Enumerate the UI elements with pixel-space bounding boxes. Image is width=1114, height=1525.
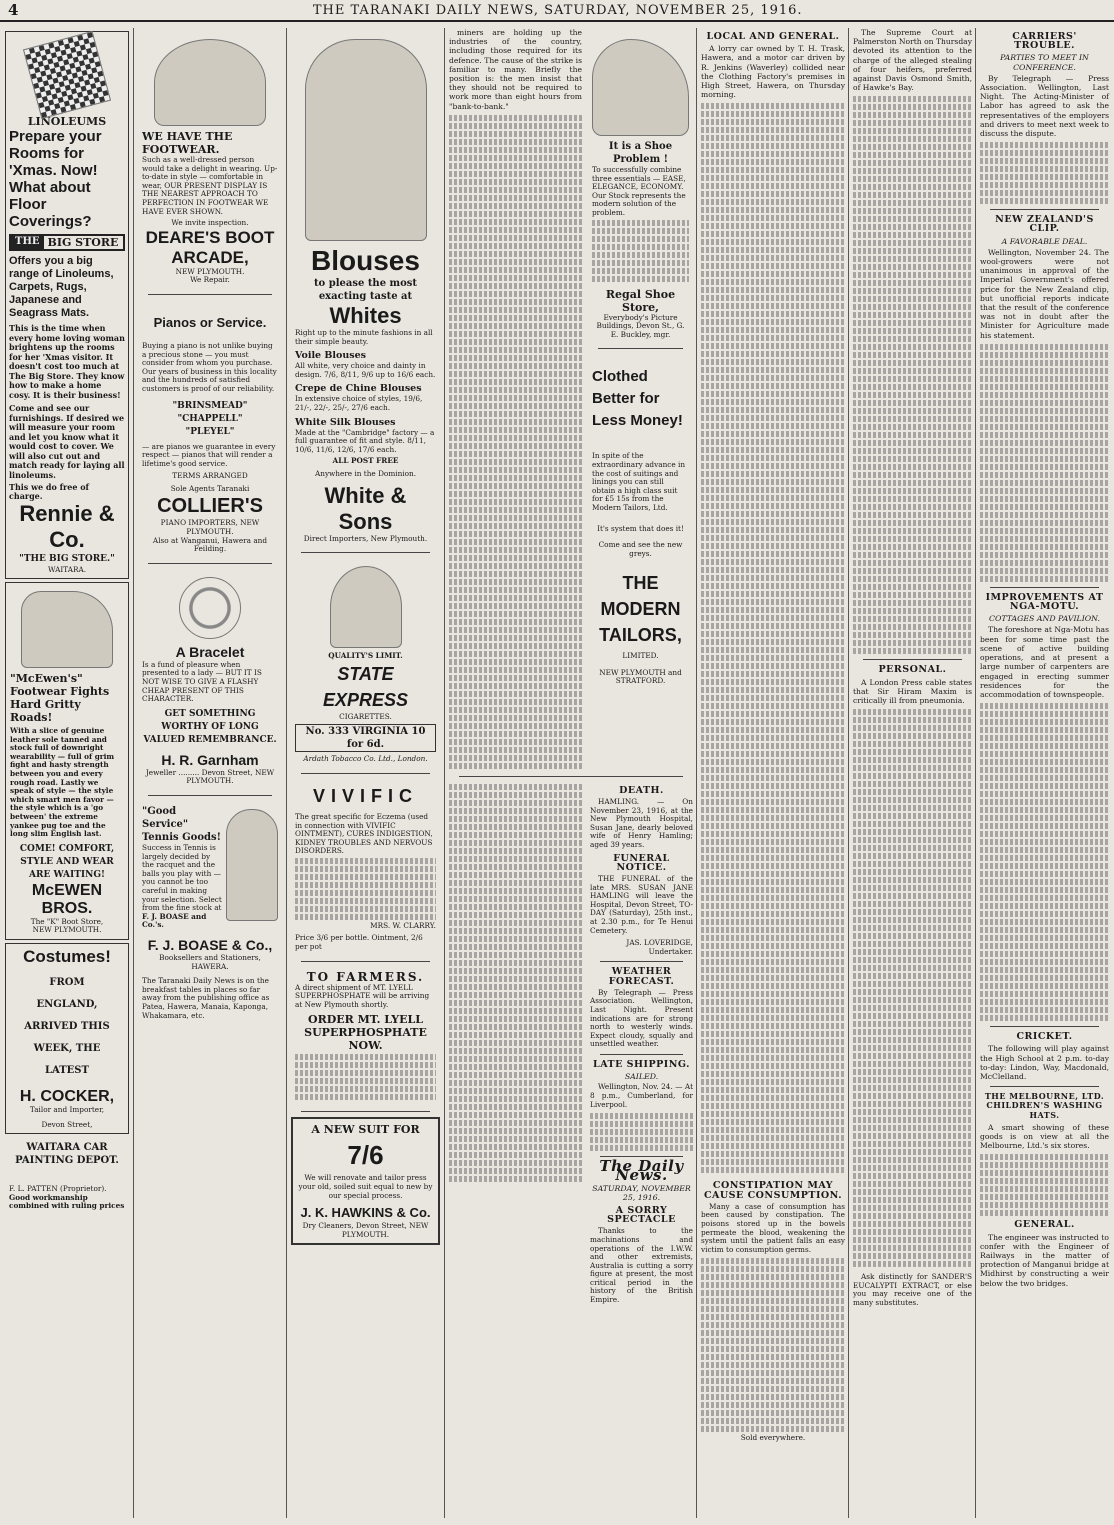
carriers-subheading: PARTIES TO MEET IN CONFERENCE. [1000,53,1089,72]
big-store-label: BIG STORE [47,236,119,249]
column-rule [286,28,287,1518]
date-line: SATURDAY, NOVEMBER 25, 1916. [592,1183,691,1202]
daily-news-heading: The Daily News. [599,1157,684,1185]
cocker-street: Devon Street, [41,1119,93,1129]
column-6 [850,28,975,1523]
suit-body: We will renovate and tailor press your old, soiled suit equal to new by our special process. [298,1173,433,1200]
crepe-body: In extensive choice of styles, 19/6, 21/-, 22/-, 25/-, 27/6 each. [295,394,423,412]
silk-body: Made at the "Cambridge" factory — a full guarantee of fit and style. 8/11, 10/6, 11/6, 12/6, 17/6 each. [295,427,435,454]
strike-body-text [449,115,582,769]
vivific-ad [291,779,440,956]
column-rule [696,28,697,1518]
undertaker-text: JAS. LOVERIDGE, Undertaker. [626,938,693,956]
column-4 [446,28,696,1523]
column-1 [2,28,132,1523]
boase-tagline: Booksellers and Stationers, HAWERA. [159,952,261,971]
strike-article [449,28,582,771]
patten-name: F. L. PATTEN (Proprietor). [9,1184,107,1194]
regal-tagline: Everybody's Picture Buildings, Devon St., G. E. Buckley, mgr. [596,312,685,339]
mcewen-ad [5,582,129,940]
column-3 [288,28,443,1523]
regal-name: Regal Shoe Store, [605,287,676,314]
general-heading: GENERAL. [1014,1219,1075,1231]
tennis-player-image [226,809,278,921]
free-text: This we do free of charge. [9,482,89,502]
motu-subheading: COTTAGES AND PAVILION. [989,614,1100,624]
vivific-heading: VIVIFIC [312,785,418,806]
good-work-text: Good workmanship combined with ruling prices [9,1192,125,1211]
time-when-text: This is the time when every home loving woman brightens up the rooms for her 'Xmas visitor. It doesn't cost too much at The Big Store. They know how to make a home cosy. It is their business! [9,323,125,400]
voile-body: All white, very choice and dainty in design. 7/6, 8/11, 9/6 up to 16/6 each. [295,361,436,379]
invite-text: We invite inspection. [171,218,249,228]
rennie-name: Rennie & Co. [19,501,115,553]
clothed-heading: Clothed Better for Less Money! [592,368,683,430]
whites-ad [291,31,440,547]
boase-name: F. J. BOASE & Co., [147,936,273,953]
strike-text: miners are holding up the industries of the country, including those required for its defence. The cause of the strike is familiar to many. Briefly the position is: the men insist that they should not be required to work more than eight hours from "bank-to-bank." [449,28,582,111]
weather-heading: WEATHER FORECAST. [608,966,675,987]
silk-heading: White Silk Blouses [295,416,396,428]
repair-text: We Repair. [190,275,230,285]
cricket-body: The following will play against the High School at 2 p.m. to-day to-day: Lindon, Way, Macdonald, McClelland. [980,1044,1109,1081]
sole-agents: Sole Agents Taranaki [170,483,250,493]
sorry-heading: A SORRY SPECTACLE [607,1204,676,1226]
come-see-greys: Come and see the new greys. [598,540,683,558]
melbourne-detail-text [980,1154,1109,1216]
constipation-body: Many a case of consumption has been caused by constipation. The poisons stored up in the bowels permeate the blood, weakening the system until the patient falls an easy victim to consumption germs. [701,1201,845,1254]
motu-body: The foreshore at Nga-Motu has been for some time past the scene of active building operations, and at present a large number of carpenters are engaged in erecting summer residences for the accommodation of townspeople. [980,625,1109,699]
local-heading: LOCAL AND GENERAL. [706,31,840,42]
quality-text: QUALITY'S LIMIT. [328,651,403,661]
boot-image [21,591,113,668]
linoleum-roll-image [23,31,111,119]
constipation-detail-text [701,1258,845,1432]
farmers-detail-text [295,1054,436,1100]
shoe-image [154,39,266,126]
carriers-detail-text [980,142,1109,204]
mcewen-name: McEWEN BROS. [31,881,103,917]
sanders-text: Ask distinctly for SANDER'S EUCALYPTI EXTRACT, or else you may receive one of the many substitutes. [853,1272,972,1308]
sailed-body: Wellington, Nov. 24. — At 8 p.m., Cumberland, for Liverpool. [590,1082,693,1109]
limited-text: LIMITED. [622,651,659,661]
carriers-heading: CARRIERS' TROUBLE. [1012,31,1077,52]
linoleum-label: LINOLEUMS [27,115,107,128]
clip-subheading: A FAVORABLE DEAL. [1001,236,1088,246]
sorry-body: Thanks to the machinations and operations of the I.W.W. and other extremists, Australia is cutting a sorry figure at present, the most critical period in the history of the British Empire. [590,1226,693,1305]
death-heading: DEATH. [619,784,664,796]
mcewen-tagline: The "K" Boot Store, [30,916,104,926]
deare-name: DEARE'S BOOT ARCADE, [145,227,275,267]
bracelet-body: Is a fund of pleasure when presented to a lady — BUT IT IS NOT WISE TO GIVE A FLASHY CHEAP PRESENT OF THIS CHARACTER. [142,659,262,704]
strike-continued-text [449,784,584,1182]
the-label: THE [11,236,44,249]
pianos-guarantee: — are pianos we guarantee in every respect — pianos that will render a lifetime's good service. [142,441,276,468]
voile-heading: Voile Blouses [295,350,367,362]
white-sons-tagline: Direct Importers, New Plymouth. [303,533,428,543]
cricket-heading: CRICKET. [1016,1031,1073,1043]
constipation-heading: CONSTIPATION MAY CAUSE CONSUMPTION. [703,1180,843,1201]
bracelet-heading: A Bracelet [175,643,245,660]
regal-ad [588,31,693,343]
tennis-body: Success in Tennis is largely decided by the racquet and the balls you play with — you cannot be too careful in making your selection. Select from the fine stock at [142,843,222,913]
shoe-heading: It is a Shoe Problem ! [608,141,673,165]
mcewen-body: With a slice of genuine leather sole tanned and stock full of downright wearability — full of grim fight and hasty strength between you and every rough road. Lastly we speak of style — the style which smart men favor — the style which is a 'go between' the extreme yankee pug toe and the long slim English last. [10,726,115,839]
vivific-body: The great specific for Eczema (used in connection with VIVIFIC OINTMENT), CURES INDIGESTION, KIDNEY TROUBLES AND NERVOUS DISORDERS. [295,811,433,856]
collier-name: COLLIER'S [157,495,263,518]
suit-heading: A NEW SUIT FOR [311,1123,420,1137]
shoe-problem-image [592,39,689,136]
death-body: HAMLING. — On November 23, 1916, at the New Plymouth Hospital, Susan Jane, dearly beloved wife of Henry Hamling; aged 39 years. [590,797,693,849]
cigarettes-text: CIGARETTES. [339,711,392,721]
chappell-label: "CHAPPELL" [177,413,243,424]
brinsmead-label: "BRINSMEAD" [172,400,248,411]
shipping-detail-text [590,1113,693,1151]
vivific-price: Price 3/6 per bottle. Ointment, 2/6 per pot [295,933,423,952]
footwear-heading: WE HAVE THE FOOTWEAR. [142,130,233,156]
state-express-name: STATE EXPRESS [322,663,409,710]
funeral-heading: FUNERAL NOTICE. [613,852,670,873]
court-text: The Supreme Court at Palmerston North on Thursday devoted its attention to the charge of the alleged stealing of four heifers, preferred against Davis Osmond Smith, of Hawke's Bay. [853,28,973,93]
masthead [0,0,1114,22]
pianos-body: Buying a piano is not unlike buying a precious stone — you must consider from whom you purchase. Our years of business in this locality and the hundreds of satisfied customers is proof of our reliability. [142,340,277,393]
big-store-ad [5,31,129,579]
hawkins-name: J. K. HAWKINS & Co. [300,1205,431,1221]
state-express-emblem [330,566,402,648]
garnham-tagline: Jeweller ......... Devon Street, NEW PLYMOUTH. [145,767,275,786]
deare-ad [138,31,282,289]
from-england: FROM ENGLAND, ARRIVED THIS WEEK, THE LATEST [24,976,110,1076]
rennie-town: WAITARA. [47,565,87,575]
clip-detail-text [980,344,1109,582]
motu-heading: IMPROVEMENTS AT NGA-MOTU. [985,591,1104,613]
shoe-body: To successfully combine three essentials — EASE, ELEGANCE, ECONOMY. Our Stock represents the modern solution of the problem. [592,165,686,217]
weather-body: By Telegraph — Press Association. Wellington, Last Night. Present indications are for strong north to westerly winds. Expect cloudy, squally and unsettled weather. [590,987,693,1049]
cocker-name: H. COCKER, [19,1087,115,1105]
whites-name: Whites [329,303,402,328]
hawkins-ad [291,1117,440,1245]
garnham-ad [138,569,282,790]
suit-price: 7/6 [347,1140,384,1171]
bracelet-image [179,577,241,639]
blouses-sub: to please the most exacting taste at [313,278,418,302]
collier-ad [138,300,282,558]
carriers-body: By Telegraph — Press Association. Wellington, Last Night. The Acting-Minister of Labor has agreed to ask the representatives of the employers and drivers to meet next week to discuss the dispute. [980,73,1109,139]
clothed-body: In spite of the extraordinary advance in the cost of suitings and linings you can still obtain a high class suit for £5 15s from the Modern Tailors, Ltd. [592,451,686,512]
farmers-body: A direct shipment of MT. LYELL SUPERPHOSPHATE will be arriving at New Plymouth shortly. [295,982,430,1009]
general-body: The engineer was instructed to confer with the Engineer of Railways in the matter of protection of Manganui bridge at Midhirst by constructing a weir below the two bridges. [980,1232,1109,1288]
local-news-text [701,103,845,1173]
local-body: A lorry car owned by T. H. Trask, Hawera, and a motor car driven by R. Jenkins (Waverley) collided near the Clothing Factory's premises in High Street, Hawera, on Thursday morning. [701,44,845,100]
crepe-heading: Crepe de Chine Blouses [295,383,422,395]
mcewen-come: COME! COMFORT, STYLE AND WEAR ARE WAITING! [19,843,115,880]
melbourne-body: A smart showing of these goods is on view at all the Melbourne, Ltd.'s six stores. [980,1122,1109,1151]
modern-tailors-name: THE MODERN TAILORS, [599,573,682,646]
cocker-ad [5,943,129,1134]
page-number: 4 [8,1,20,19]
column-2 [135,28,285,1523]
column-rule [444,28,445,1518]
court-body-text [853,96,972,654]
woman-blouse-image [305,39,427,241]
rennie-tagline: "THE BIG STORE." [19,554,115,565]
boase-ad [138,801,282,1024]
waitara-car-heading: WAITARA CAR PAINTING DEPOT. [15,1142,119,1167]
farmers-ad [291,967,440,1107]
state-express-ad [291,558,440,768]
post-free-text: ALL POST FREE [332,456,399,466]
personal-heading: PERSONAL. [878,664,947,676]
white-sons-name: White & Sons [324,482,407,534]
deare-town: NEW PLYMOUTH. [175,266,245,276]
order-heading: ORDER MT. LYELL SUPERPHOSPHATE NOW. [304,1013,427,1053]
mcewen-heading: "McEwen's" Footwear Fights Hard Gritty Roads! [10,672,110,724]
clip-body: Wellington, November 24. The wool-growers were not unanimous in approval of the Imperial Government's offered price for the New Zealand clip, but unofficial reports indicate that the result of the conference was not in doubt after the Minister for Agriculture made his statement. [980,247,1109,340]
shoe-detail-text [592,220,689,282]
cocker-tagline: Tailor and Importer, [29,1104,105,1114]
vivific-signature: MRS. W. CLARRY. [370,920,436,930]
come-see-text: Come and see our furnishings. If desired we will measure your room and let you know what it would cost to cover. We will also cut out and match ready for laying all linoleums. [9,403,125,480]
offers-text: Offers you a big range of Linoleums, Carpets, Rugs, Japanese and Seagrass Mats. [9,255,114,319]
column-7 [977,28,1112,1523]
sold-everywhere: Sold everywhere. [740,1433,806,1443]
prepare-heading: Prepare your Rooms for 'Xmas. Now! What about Floor Coverings? [9,128,102,230]
collier-also: Also at Wanganui, Hawera and Feilding. [152,535,268,554]
shipping-heading: LATE SHIPPING. [593,1058,690,1070]
mcewen-town: NEW PLYMOUTH. [32,925,102,935]
taranaki-dn-text: The Taranaki Daily News is on the breakfast tables in places so far away from the publishing office as Patea, Hawera, Manaia, Kaponga, Whakamara, etc. [142,976,270,1020]
hawkins-tagline: Dry Cleaners, Devon Street, NEW PLYMOUTH. [302,1221,429,1239]
vivific-testimonial-text [295,858,436,920]
column-rule [133,28,134,1518]
blouses-heading: Blouses [311,245,420,276]
farmers-heading: TO FARMERS. [306,969,425,984]
garnham-name: H. R. Garnham [161,751,259,768]
column-rule [975,28,976,1518]
pleyel-label: "PLEYEL" [185,426,235,437]
clip-heading: NEW ZEALAND'S CLIP. [995,214,1094,235]
personal-body: A London Press cable states that Sir Hiram Maxim is critically ill from pneumonia. [853,677,972,706]
tennis-heading: "Good Service" Tennis Goods! [142,806,221,843]
funeral-body: THE FUNERAL of the late MRS. SUSAN JANE HAMLING will leave the Hospital, Devon Street, TO-DAY (Saturday), 25th inst., at 2.30 p.m., for Te Henui Cemetery. [590,874,693,935]
pianos-heading: Pianos or Service. [153,314,267,330]
costumes-heading: Costumes! [23,946,111,966]
column-rule [848,28,849,1518]
footwear-body: Such as a well-dressed person would take a delight in wearing. Up-to-date in style — comfortable in wear, OUR PRESENT DISPLAY IS THE NEAREST APPROACH TO PERFECTION IN FOOTWEAR WE HAVE EVER SHOWN. [142,155,278,216]
melbourne-heading: THE MELBOURNE, LTD. CHILDREN'S WASHING HATS. [984,1091,1105,1120]
no333-text: No. 333 VIRGINIA 10 for 6d. [295,724,436,752]
modern-town: NEW PLYMOUTH and STRATFORD. [599,667,682,686]
waitara-car-ad [5,1137,129,1215]
collier-tagline: PIANO IMPORTERS, NEW PLYMOUTH. [160,518,260,537]
modern-tailors-ad [588,354,693,690]
boase-heading: F. J. BOASE and Co.'s. [142,911,207,930]
bracelet-get: GET SOMETHING WORTHY OF LONG VALUED REMEMBRANCE. [143,708,277,745]
motu-detail-text [980,703,1109,1021]
system-text: It's system that does it! [597,523,684,533]
column-5 [698,28,848,1523]
newspaper-title: THE TARANAKI DAILY NEWS, SATURDAY, NOVEMBER 25, 1916. [312,2,803,18]
personal-news-text [853,709,972,1267]
sailed-heading: SAILED. [624,1072,659,1082]
anywhere-text: Anywhere in the Dominion. [314,468,417,478]
terms-text: TERMS ARRANGED [172,471,248,481]
right-up-text: Right up to the minute fashions in all their simple beauty. [295,328,433,346]
ardath-text: Ardath Tobacco Co. Ltd., London. [303,754,428,764]
